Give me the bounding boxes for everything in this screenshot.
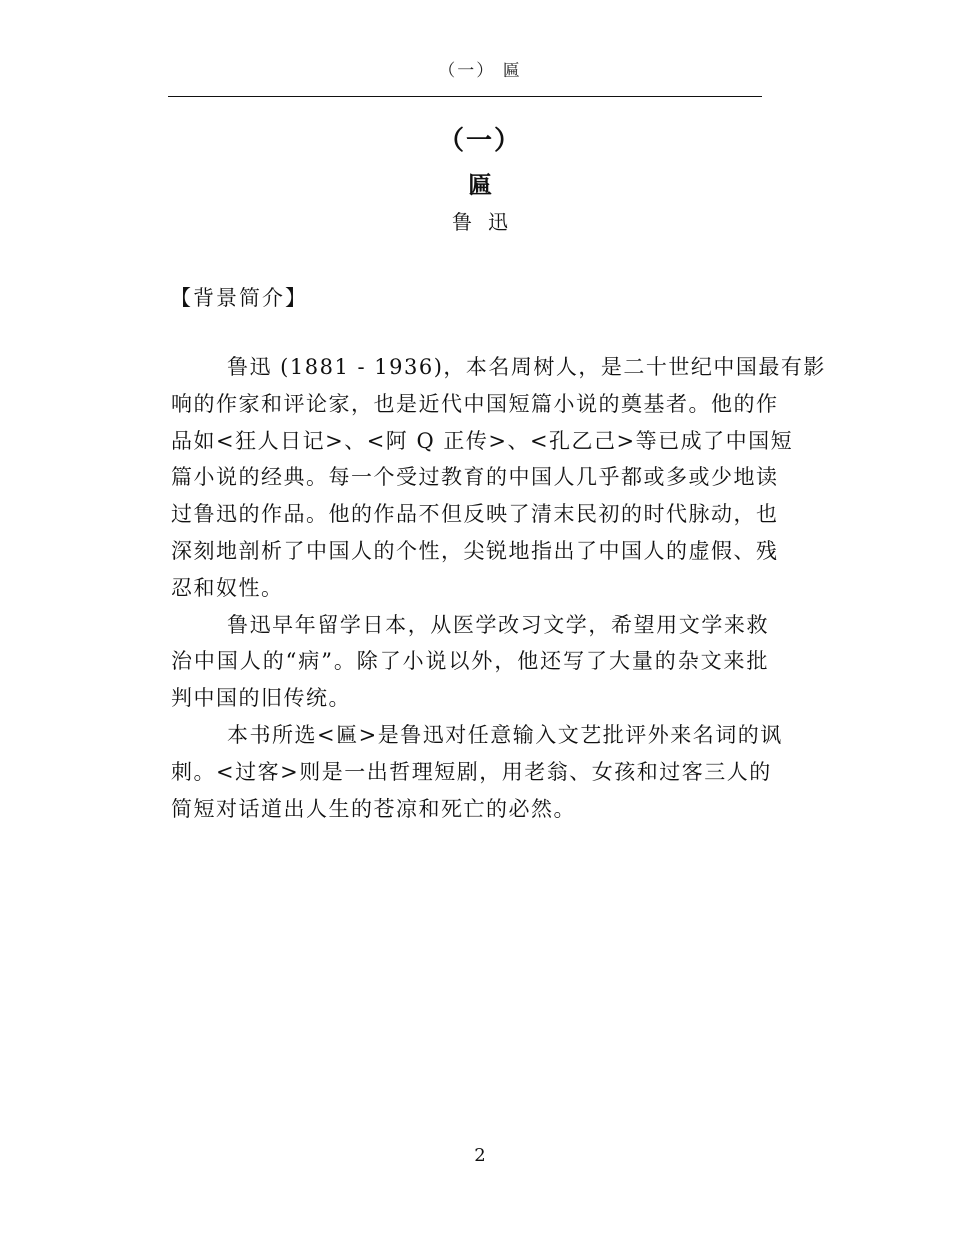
text-line: 品如<狂人日记>、<阿 Q 正传>、<孔乙己>等已成了中国短 [171,428,794,453]
body-text [171,349,826,827]
text-line: 深刻地剖析了中国人的个性，尖锐地指出了中国人的虚假、残 [171,538,779,563]
section-heading: 【背景简介】 [170,286,308,310]
text-line: 鲁迅 (1881 - 1936)，本名周树人，是二十世纪中国最有影 [227,355,826,379]
header-rule [168,96,762,97]
text-line: 本书所选<匾>是鲁迅对任意输入文艺批评外来名词的讽 [227,722,783,747]
text-line: 简短对话道出人生的苍凉和死亡的必然。 [171,796,576,821]
text-line: 治中国人的“病”。除了小说以外，他还写了大量的杂文来批 [171,649,769,674]
text-line: 判中国的旧传统。 [171,686,351,711]
text-line: 鲁迅早年留学日本，从医学改习文学，希望用文学来救 [227,612,769,637]
author: 鲁迅 [452,210,524,234]
text-line: 过鲁迅的作品。他的作品不但反映了清末民初的时代脉动，也 [171,502,779,527]
text-line: 篇小说的经典。每一个受过教育的中国人几乎都或多或少地读 [171,465,779,490]
chapter-title: 匾 [468,170,492,199]
text-line: 响的作家和评论家，也是近代中国短篇小说的奠基者。他的作 [171,391,779,416]
text-line: 忍和奴性。 [171,575,284,600]
running-header: （一） 匾 [438,61,522,81]
paragraph-1 [171,349,826,607]
chapter-number: （一） [437,126,522,156]
paragraph-2 [171,607,769,717]
paragraph-3 [171,717,783,827]
page-number: 2 [474,1145,486,1166]
text-line: 刺。<过客>则是一出哲理短剧，用老翁、女孩和过客三人的 [171,759,772,784]
